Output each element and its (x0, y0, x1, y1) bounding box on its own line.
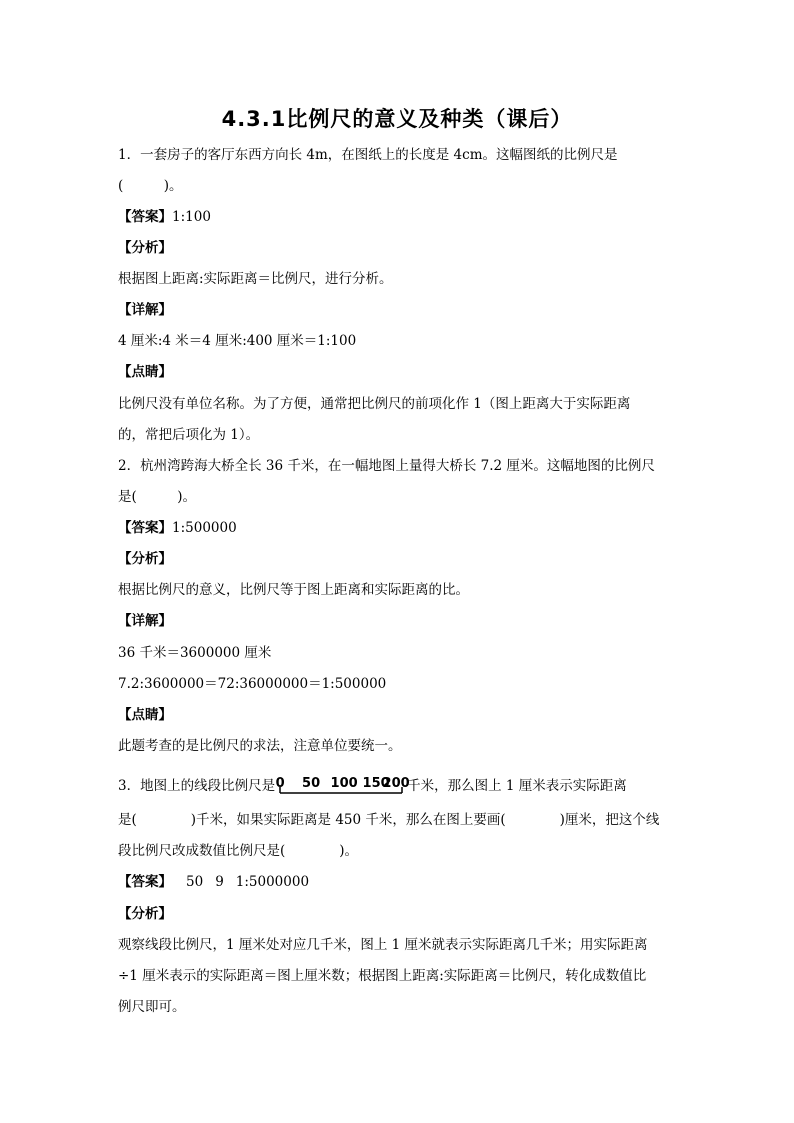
q1-detail: 4 厘米:4 米＝4 厘米:400 厘米＝1:100 (118, 333, 357, 349)
answer-label: 【答案】 (118, 874, 172, 890)
q1-text-line2: ( )。 (118, 178, 183, 194)
q3-analysis-line3: 例尺即可。 (118, 999, 186, 1015)
q3-text-line3: 段比例尺改成数值比例尺是( )。 (118, 843, 359, 859)
q2-text-line1: 2．杭州湾跨海大桥全长 36 千米，在一幅地图上量得大桥长 7.2 厘米。这幅地图的比例尺 (118, 458, 655, 474)
page-title: 4.3.1比例尺的意义及种类（课后） (221, 107, 573, 131)
q2-answer (118, 518, 237, 538)
scale-tick-label: 100 (330, 776, 358, 791)
scale-tick-label: 150 (362, 776, 390, 791)
q3-text-line1 (118, 773, 627, 799)
q2-tip: 此题考查的是比例尺的求法，注意单位要统一。 (118, 738, 402, 754)
q2-analysis: 根据比例尺的意义，比例尺等于图上距离和实际距离的比。 (118, 582, 469, 598)
answer-value: 1:500000 (172, 520, 237, 536)
scale-tick-label: 50 (302, 776, 321, 791)
q3-text-after: 千米，那么图上 1 厘米表示实际距离 (407, 778, 627, 794)
answer-value: 1:5000000 (235, 874, 310, 890)
q1-analysis: 根据图上距离:实际距离＝比例尺，进行分析。 (118, 271, 393, 287)
q1-analysis-label: 【分析】 (118, 240, 172, 256)
answer-label: 【答案】 (118, 520, 172, 536)
line-scale-bar (275, 774, 410, 796)
q3-text-before: 3．地图上的线段比例尺是 (118, 778, 276, 794)
q3-analysis-line1: 观察线段比例尺，1 厘米处对应几千米，图上 1 厘米就表示实际距离几千米；用实际距离 (118, 937, 648, 953)
q3-analysis-line2: ÷1 厘米表示的实际距离＝图上厘米数；根据图上距离:实际距离＝比例尺，转化成数值比 (118, 968, 647, 984)
q1-tip-line1: 比例尺没有单位名称。为了方便，通常把比例尺的前项化作 1（图上距离大于实际距离 (118, 396, 631, 412)
q1-tip-label: 【点睛】 (118, 364, 172, 380)
q3-text-line2: 是( )千米，如果实际距离是 450 千米，那么在图上要画( )厘米，把这个线 (118, 812, 660, 828)
q1-detail-label: 【详解】 (118, 302, 172, 318)
scale-tick-label: 0 (275, 776, 285, 791)
scale-tick-label: 200 (382, 776, 410, 791)
answer-label: 【答案】 (118, 209, 172, 225)
answer-value: 50 (186, 874, 204, 890)
q1-text-line1: 1．一套房子的客厅东西方向长 4m，在图纸上的长度是 4cm。这幅图纸的比例尺是 (118, 147, 618, 163)
q1-answer (118, 207, 211, 227)
q2-analysis-label: 【分析】 (118, 551, 172, 567)
q2-detail-label: 【详解】 (118, 613, 172, 629)
q3-analysis-label: 【分析】 (118, 906, 172, 922)
answer-value: 9 (215, 874, 224, 890)
answer-value: 1:100 (172, 209, 211, 225)
q1-tip-line2: 的，常把后项化为 1）。 (118, 427, 260, 443)
q2-detail-line1: 36 千米＝3600000 厘米 (118, 645, 272, 661)
q2-detail-line2: 7.2:3600000＝72:36000000＝1:500000 (118, 676, 387, 692)
q2-text-line2: 是( )。 (118, 489, 197, 505)
q3-answer (118, 872, 309, 892)
q2-tip-label: 【点睛】 (118, 707, 172, 723)
